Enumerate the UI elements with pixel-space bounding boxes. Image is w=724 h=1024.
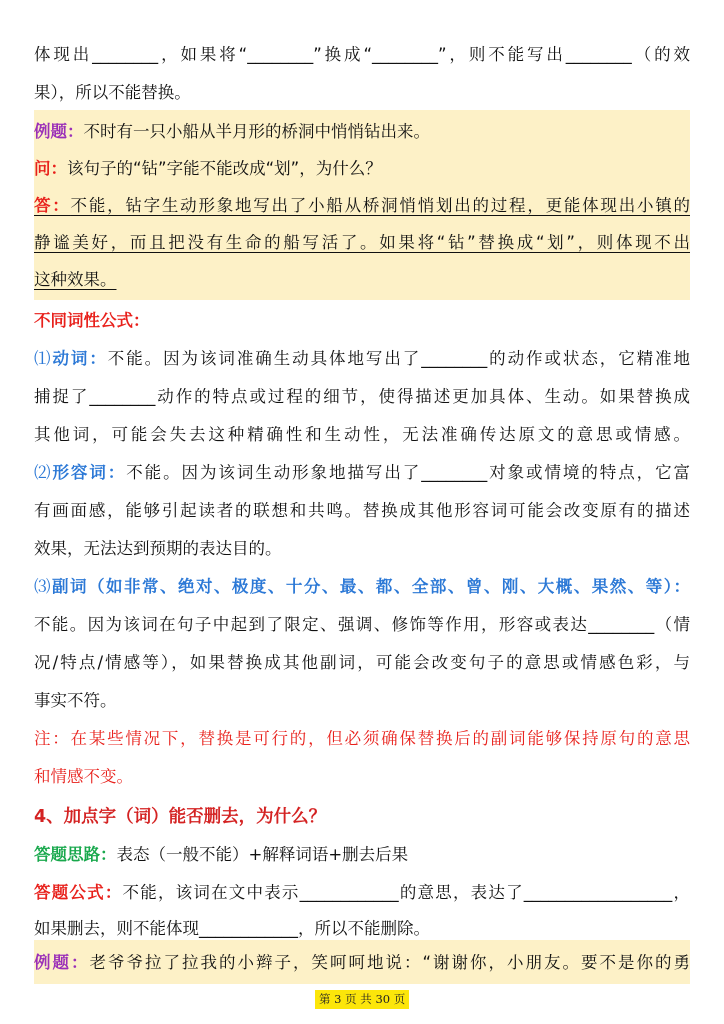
question-text: 该句子的“钻”字能不能改成“划”，为什么？	[67, 159, 382, 178]
approach-label: 答题思路：	[34, 845, 117, 864]
section-heading: 4、加点字（词）能否删去，为什么？	[34, 807, 327, 827]
paragraph-line: 体现出________，如果将“________”换成“________”，则不能写出________（的效	[34, 45, 690, 64]
example-label: 例题：	[34, 122, 84, 141]
adverb-line: 事实不符。	[34, 691, 117, 710]
verb-number: ⑴	[34, 349, 53, 368]
example-line	[34, 115, 690, 149]
formula-line	[34, 876, 690, 910]
note-line: 和情感不变。	[34, 767, 133, 786]
answer-line: 这种效果。	[34, 270, 117, 289]
note-line: 注：在某些情况下，替换是可行的，但必须确保替换后的副词能够保持原句的意思	[34, 729, 690, 748]
answer-text: 不能，钻字生动形象地写出了小船从桥洞悄悄划出的过程，更能体现出小镇的	[70, 196, 690, 215]
question-line	[34, 152, 690, 186]
verb-label: 动词：	[52, 349, 108, 368]
example2-label: 例题：	[34, 953, 90, 972]
adverb-line: 不能。因为该词在句子中起到了限定、强调、修饰等作用，形容或表达________（情	[34, 615, 690, 634]
formula-title: 不同词性公式：	[34, 311, 150, 330]
adjective-line	[34, 456, 690, 490]
verb-line: 捕捉了________动作的特点或过程的细节，使得描述更加具体、生动。如果替换成	[34, 387, 690, 406]
verb-line: 其他词，可能会失去这种精确性和生动性，无法准确传达原文的意思或情感。	[34, 425, 690, 444]
verb-line	[34, 342, 690, 376]
adverb-label: 副词（如非常、绝对、极度、十分、最、都、全部、曾、刚、大概、果然、等）：	[52, 577, 690, 596]
adjective-line: 效果，无法达到预期的表达目的。	[34, 539, 282, 558]
approach-text: 表态（一般不能）+解释词语+删去后果	[116, 845, 409, 864]
adverb-number: ⑶	[34, 577, 52, 596]
adjective-line: 有画面感，能够引起读者的联想和共鸣。替换成其他形容词可能会改变原有的描述	[34, 501, 690, 520]
formula-label: 答题公式：	[34, 883, 123, 902]
adjective-number: ⑵	[34, 463, 53, 482]
page-number: 第 3 页 共 30 页	[315, 990, 409, 1009]
approach-line	[34, 838, 690, 872]
example2-text: 老爷爷拉了拉我的小辫子，笑呵呵地说：“谢谢你，小朋友。要不是你的勇	[89, 953, 690, 972]
adverb-line: 况/特点/情感等），如果替换成其他副词，可能会改变句子的意思或情感色彩，与	[34, 653, 690, 672]
adjective-text: 不能。因为该词生动形象地描写出了________对象或情境的特点，它富	[126, 463, 690, 482]
paragraph-line: 果），所以不能替换。	[34, 83, 191, 102]
answer-line	[34, 189, 690, 223]
formula-line: 如果删去，则不能体现____________，所以不能删除。	[34, 919, 430, 938]
adjective-label: 形容词：	[52, 463, 127, 482]
adverb-heading-line	[34, 570, 690, 604]
verb-text: 不能。因为该词准确生动具体地写出了________的动作或状态，它精准地	[107, 349, 690, 368]
formula-text: 不能，该词在文中表示____________的意思，表达了__________________，	[122, 883, 690, 902]
question-label: 问：	[34, 159, 67, 178]
answer-line: 静谧美好，而且把没有生命的船写活了。如果将“钻”替换成“划”，则体现不出	[34, 233, 690, 252]
example2-line	[34, 946, 690, 980]
example-text: 不时有一只小船从半月形的桥洞中悄悄钻出来。	[83, 122, 430, 141]
answer-label: 答：	[34, 196, 71, 215]
